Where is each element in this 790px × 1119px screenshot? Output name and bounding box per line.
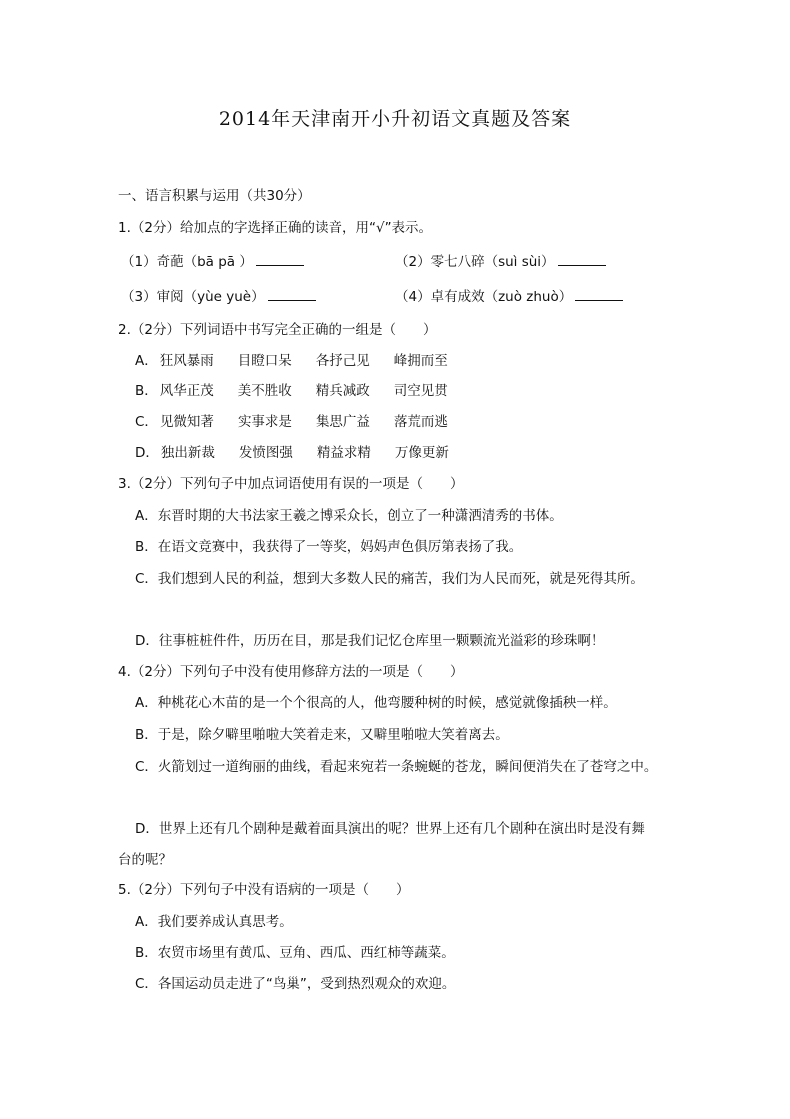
- option-word: 风华正茂: [159, 383, 214, 399]
- section-heading: 一、语言积累与运用（共30分）: [118, 188, 311, 204]
- page-title: 2014年天津南开小升初语文真题及答案: [218, 108, 572, 130]
- q3-option-d: D．往事桩桩件件，历历在目，那是我们记忆仓库里一颗颗流光溢彩的珍珠啊！: [135, 633, 605, 649]
- question-4-stem: 4.（2分）下列句子中没有使用修辞方法的一项是（ ）: [118, 664, 464, 680]
- option-word: 各抒己见: [315, 353, 370, 369]
- option-word: 发愤图强: [238, 445, 293, 461]
- q5-option-c: C．各国运动员走进了“鸟巢”，受到热烈观众的欢迎。: [135, 976, 456, 992]
- option-word: 落荒而逃: [393, 414, 448, 430]
- option-word: 司空见贯: [393, 383, 448, 399]
- q2-option-b: [135, 382, 472, 400]
- option-word: 实事求是: [237, 414, 292, 430]
- q2-option-c: [135, 413, 472, 431]
- option-word: 目瞪口呆: [237, 353, 292, 369]
- answer-blank: [575, 288, 623, 301]
- q1-item-3: [121, 288, 316, 306]
- option-word: 万像更新: [394, 445, 449, 461]
- option-label: A．: [135, 353, 158, 369]
- option-label: D．: [135, 445, 159, 461]
- q3-option-b: B．在语文竞赛中，我获得了一等奖，妈妈声色俱厉第表扬了我。: [135, 539, 523, 555]
- question-1-stem: 1.（2分）给加点的字选择正确的读音，用“√”表示。: [118, 220, 433, 236]
- q1-item-4-text: （4）卓有成效（zuò zhuò）: [395, 289, 573, 305]
- q1-item-2: [395, 253, 606, 271]
- q4-option-b: B．于是，除夕噼里啪啦大笑着走来，又噼里啪啦大笑着离去。: [135, 727, 509, 743]
- q1-item-3-text: （3）审阅（yùe yuè）: [121, 289, 265, 305]
- option-word: 峰拥而至: [393, 353, 448, 369]
- option-word: 精兵减政: [315, 383, 370, 399]
- q1-item-4: [395, 288, 623, 306]
- question-2-stem: 2.（2分）下列词语中书写完全正确的一组是（ ）: [118, 322, 437, 338]
- q4-option-d-line1: D．世界上还有几个剧种是戴着面具演出的呢？世界上还有几个剧种在演出时是没有舞: [135, 821, 645, 837]
- answer-blank: [558, 253, 606, 266]
- q1-item-2-text: （2）零七八碎（suì sùi）: [395, 254, 555, 270]
- q2-option-a: [135, 352, 472, 370]
- question-3-stem: 3.（2分）下列句子中加点词语使用有误的一项是（ ）: [118, 476, 464, 492]
- q3-option-a: A．东晋时期的大书法家王羲之博采众长，创立了一种潇洒清秀的书体。: [135, 508, 563, 524]
- q3-option-c: C．我们想到人民的利益，想到大多数人民的痛苦，我们为人民而死，就是死得其所。: [135, 571, 644, 587]
- q4-option-d-line2: 台的呢？: [118, 852, 172, 868]
- question-5-stem: 5.（2分）下列句子中没有语病的一项是（ ）: [118, 882, 410, 898]
- q5-option-a: A．我们要养成认真思考。: [135, 914, 293, 930]
- option-word: 独出新裁: [160, 445, 215, 461]
- answer-blank: [268, 288, 316, 301]
- option-word: 精益求精: [316, 445, 371, 461]
- q4-option-a: A．种桃花心木苗的是一个个很高的人，他弯腰种树的时候，感觉就像插秧一样。: [135, 695, 617, 711]
- option-word: 美不胜收: [237, 383, 292, 399]
- q4-option-c: C．火箭划过一道绚丽的曲线，看起来宛若一条蜿蜒的苍龙，瞬间便消失在了苍穹之中。: [135, 759, 658, 775]
- option-label: B．: [135, 383, 158, 399]
- option-word: 集思广益: [315, 414, 370, 430]
- q2-option-d: [135, 444, 473, 462]
- answer-blank: [256, 253, 304, 266]
- option-word: 狂风暴雨: [159, 353, 214, 369]
- option-word: 见微知著: [159, 414, 214, 430]
- q1-item-1-text: （1）奇葩（bā pā ）: [121, 254, 253, 270]
- q5-option-b: B．农贸市场里有黄瓜、豆角、西瓜、西红柿等蔬菜。: [135, 945, 455, 961]
- option-label: C．: [135, 414, 158, 430]
- q1-item-1: [121, 253, 304, 271]
